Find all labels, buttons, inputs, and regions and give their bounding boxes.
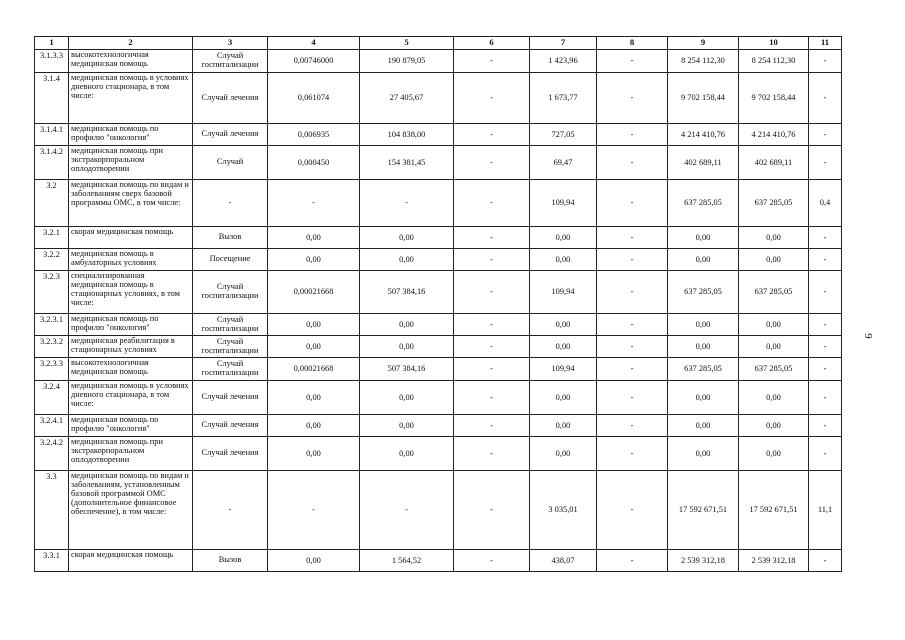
cell-col-6: -	[454, 271, 530, 314]
cell-col-3: Вызов	[193, 227, 268, 249]
cell-col-1: 3.2.3.1	[35, 314, 69, 336]
cell-col-9: 637 285,05	[668, 271, 739, 314]
table-row	[35, 471, 842, 550]
cell-col-7: 109,94	[530, 358, 597, 381]
cell-col-4: 0,000450	[268, 146, 360, 180]
cell-col-6: -	[454, 415, 530, 437]
cell-col-9: 637 285,05	[668, 358, 739, 381]
cell-col-10: 0,00	[739, 249, 809, 271]
cell-col-9: 4 214 410,76	[668, 124, 739, 146]
cell-col-1: 3.2.2	[35, 249, 69, 271]
cell-col-2: медицинская помощь в условиях дневного стационара, в том числе:	[69, 381, 193, 415]
cell-col-1: 3.2.3.2	[35, 336, 69, 358]
table-row	[35, 336, 842, 358]
cell-col-5: 0,00	[360, 381, 454, 415]
col-header-2: 2	[69, 37, 193, 50]
cell-col-5: 27 405,67	[360, 73, 454, 124]
cell-col-1: 3.3	[35, 471, 69, 550]
table-row	[35, 124, 842, 146]
cell-col-3: Случай госпитализации	[193, 336, 268, 358]
cell-col-7: 0,00	[530, 314, 597, 336]
cell-col-1: 3.1.4.2	[35, 146, 69, 180]
cell-col-2: высокотехнологичная медицинская помощь	[69, 50, 193, 73]
cell-col-9: 2 539 312,18	[668, 550, 739, 572]
table-row	[35, 314, 842, 336]
cell-col-8: -	[597, 146, 668, 180]
cell-col-9: 17 592 671,51	[668, 471, 739, 550]
col-header-4: 4	[268, 37, 360, 50]
cell-col-2: скорая медицинская помощь	[69, 227, 193, 249]
cell-col-8: -	[597, 381, 668, 415]
cell-col-3: Случай	[193, 146, 268, 180]
cell-col-7: 0,00	[530, 381, 597, 415]
cell-col-9: 0,00	[668, 314, 739, 336]
cell-col-7: 0,00	[530, 437, 597, 471]
cell-col-3: -	[193, 180, 268, 227]
cell-col-3: Вызов	[193, 550, 268, 572]
cell-col-7: 0,00	[530, 249, 597, 271]
table-row	[35, 249, 842, 271]
cell-col-8: -	[597, 471, 668, 550]
cell-col-3: Случай лечения	[193, 124, 268, 146]
cell-col-8: -	[597, 437, 668, 471]
cell-col-5: 0,00	[360, 227, 454, 249]
cell-col-1: 3.2	[35, 180, 69, 227]
cell-col-3: Случай госпитализации	[193, 271, 268, 314]
page-number: 9	[861, 333, 874, 339]
cell-col-10: 637 285,05	[739, 180, 809, 227]
cell-col-6: -	[454, 227, 530, 249]
cell-col-4: 0,00	[268, 437, 360, 471]
cell-col-10: 0,00	[739, 381, 809, 415]
col-header-3: 3	[193, 37, 268, 50]
cell-col-5: 0,00	[360, 415, 454, 437]
cell-col-9: 0,00	[668, 415, 739, 437]
cell-col-10: 0,00	[739, 415, 809, 437]
table-row	[35, 50, 842, 73]
cell-col-2: медицинская помощь при экстракорпоральном оплодотворении	[69, 437, 193, 471]
cell-col-11: -	[809, 381, 842, 415]
cell-col-1: 3.2.4.2	[35, 437, 69, 471]
cell-col-3: Случай госпитализации	[193, 50, 268, 73]
cell-col-11: -	[809, 336, 842, 358]
cell-col-4: 0,00	[268, 415, 360, 437]
cell-col-5: 0,00	[360, 437, 454, 471]
cell-col-3: Случай лечения	[193, 73, 268, 124]
table-row	[35, 381, 842, 415]
cell-col-4: 0,00	[268, 381, 360, 415]
cell-col-11: 11,1	[809, 471, 842, 550]
cell-col-11: -	[809, 314, 842, 336]
column-number-row	[35, 37, 842, 50]
cell-col-6: -	[454, 336, 530, 358]
cell-col-1: 3.2.3.3	[35, 358, 69, 381]
cell-col-4: 0,00021668	[268, 271, 360, 314]
cell-col-4: 0,00021668	[268, 358, 360, 381]
cell-col-1: 3.2.1	[35, 227, 69, 249]
col-header-6: 6	[454, 37, 530, 50]
cell-col-8: -	[597, 358, 668, 381]
cell-col-8: -	[597, 314, 668, 336]
cell-col-3: Случай госпитализации	[193, 314, 268, 336]
cell-col-11: -	[809, 50, 842, 73]
cell-col-3: Посещение	[193, 249, 268, 271]
cell-col-8: -	[597, 180, 668, 227]
cell-col-9: 637 285,05	[668, 180, 739, 227]
cell-col-6: -	[454, 73, 530, 124]
cell-col-9: 0,00	[668, 249, 739, 271]
cell-col-10: 17 592 671,51	[739, 471, 809, 550]
col-header-7: 7	[530, 37, 597, 50]
cell-col-6: -	[454, 437, 530, 471]
finance-table	[34, 36, 842, 572]
cell-col-2: медицинская помощь в амбулаторных условиях	[69, 249, 193, 271]
cell-col-5: 507 384,16	[360, 358, 454, 381]
cell-col-1: 3.2.4	[35, 381, 69, 415]
cell-col-11: -	[809, 415, 842, 437]
cell-col-6: -	[454, 146, 530, 180]
cell-col-7: 438,07	[530, 550, 597, 572]
cell-col-4: 0,00746000	[268, 50, 360, 73]
cell-col-1: 3.2.3	[35, 271, 69, 314]
table-row	[35, 180, 842, 227]
cell-col-7: 69,47	[530, 146, 597, 180]
cell-col-8: -	[597, 336, 668, 358]
cell-col-7: 109,94	[530, 180, 597, 227]
cell-col-10: 2 539 312,18	[739, 550, 809, 572]
cell-col-9: 0,00	[668, 227, 739, 249]
cell-col-3: Случай госпитализации	[193, 358, 268, 381]
cell-col-1: 3.1.4.1	[35, 124, 69, 146]
cell-col-8: -	[597, 227, 668, 249]
cell-col-2: медицинская помощь в условиях дневного стационара, в том числе:	[69, 73, 193, 124]
cell-col-5: 0,00	[360, 336, 454, 358]
table-row	[35, 146, 842, 180]
cell-col-11: -	[809, 124, 842, 146]
cell-col-5: 1 564,52	[360, 550, 454, 572]
cell-col-8: -	[597, 50, 668, 73]
cell-col-7: 3 035,01	[530, 471, 597, 550]
table-row	[35, 227, 842, 249]
table-row	[35, 271, 842, 314]
col-header-10: 10	[739, 37, 809, 50]
cell-col-11: -	[809, 271, 842, 314]
cell-col-10: 0,00	[739, 227, 809, 249]
cell-col-6: -	[454, 550, 530, 572]
cell-col-8: -	[597, 415, 668, 437]
cell-col-5: 507 384,16	[360, 271, 454, 314]
cell-col-5: 0,00	[360, 249, 454, 271]
col-header-5: 5	[360, 37, 454, 50]
cell-col-9: 0,00	[668, 336, 739, 358]
document-sheet	[34, 36, 842, 572]
cell-col-11: -	[809, 146, 842, 180]
cell-col-2: высокотехнологичная медицинская помощь	[69, 358, 193, 381]
cell-col-5: 0,00	[360, 314, 454, 336]
cell-col-2: медицинская помощь по видам и заболеваниям, установленным базовой программой ОМС (дополнительное финансовое обеспечение), в том числе:	[69, 471, 193, 550]
cell-col-4: -	[268, 471, 360, 550]
cell-col-6: -	[454, 180, 530, 227]
cell-col-8: -	[597, 73, 668, 124]
cell-col-4: 0,00	[268, 550, 360, 572]
cell-col-2: скорая медицинская помощь	[69, 550, 193, 572]
cell-col-3: Случай лечения	[193, 415, 268, 437]
cell-col-9: 0,00	[668, 381, 739, 415]
cell-col-4: 0,00	[268, 314, 360, 336]
cell-col-9: 402 689,11	[668, 146, 739, 180]
cell-col-10: 9 702 158,44	[739, 73, 809, 124]
cell-col-11: -	[809, 550, 842, 572]
cell-col-6: -	[454, 249, 530, 271]
cell-col-5: -	[360, 471, 454, 550]
cell-col-1: 3.3.1	[35, 550, 69, 572]
cell-col-8: -	[597, 124, 668, 146]
cell-col-2: медицинская помощь по видам и заболеваниям сверх базовой программы ОМС, в том числе:	[69, 180, 193, 227]
cell-col-7: 0,00	[530, 227, 597, 249]
table-row	[35, 73, 842, 124]
cell-col-2: медицинская реабилитация в стационарных условиях	[69, 336, 193, 358]
cell-col-2: медицинская помощь по профилю "онкология"	[69, 415, 193, 437]
cell-col-2: медицинская помощь при экстракорпоральном оплодотворении	[69, 146, 193, 180]
cell-col-5: 104 838,00	[360, 124, 454, 146]
col-header-11: 11	[809, 37, 842, 50]
cell-col-7: 109,94	[530, 271, 597, 314]
cell-col-3: Случай лечения	[193, 437, 268, 471]
cell-col-7: 1 423,96	[530, 50, 597, 73]
table-row	[35, 415, 842, 437]
cell-col-6: -	[454, 124, 530, 146]
cell-col-1: 3.1.3.3	[35, 50, 69, 73]
cell-col-11: -	[809, 249, 842, 271]
cell-col-11: -	[809, 358, 842, 381]
cell-col-8: -	[597, 271, 668, 314]
cell-col-10: 637 285,05	[739, 358, 809, 381]
cell-col-1: 3.1.4	[35, 73, 69, 124]
cell-col-10: 4 214 410,76	[739, 124, 809, 146]
cell-col-6: -	[454, 50, 530, 73]
cell-col-4: 0,00	[268, 336, 360, 358]
col-header-9: 9	[668, 37, 739, 50]
cell-col-1: 3.2.4.1	[35, 415, 69, 437]
table-row	[35, 437, 842, 471]
cell-col-3: -	[193, 471, 268, 550]
cell-col-6: -	[454, 471, 530, 550]
cell-col-10: 8 254 112,30	[739, 50, 809, 73]
cell-col-8: -	[597, 550, 668, 572]
cell-col-5: -	[360, 180, 454, 227]
cell-col-2: медицинская помощь по профилю "онкология"	[69, 314, 193, 336]
cell-col-6: -	[454, 314, 530, 336]
cell-col-8: -	[597, 249, 668, 271]
cell-col-9: 0,00	[668, 437, 739, 471]
table-row	[35, 550, 842, 572]
cell-col-4: -	[268, 180, 360, 227]
cell-col-5: 190 879,05	[360, 50, 454, 73]
cell-col-7: 727,05	[530, 124, 597, 146]
cell-col-6: -	[454, 381, 530, 415]
table-row	[35, 358, 842, 381]
cell-col-2: медицинская помощь по профилю "онкология"	[69, 124, 193, 146]
col-header-1: 1	[35, 37, 69, 50]
cell-col-10: 0,00	[739, 437, 809, 471]
cell-col-6: -	[454, 358, 530, 381]
cell-col-10: 0,00	[739, 336, 809, 358]
cell-col-9: 8 254 112,30	[668, 50, 739, 73]
cell-col-11: -	[809, 227, 842, 249]
cell-col-2: специализированная медицинская помощь в стационарных условиях, в том числе:	[69, 271, 193, 314]
cell-col-4: 0,006935	[268, 124, 360, 146]
cell-col-10: 0,00	[739, 314, 809, 336]
cell-col-11: -	[809, 73, 842, 124]
cell-col-4: 0,00	[268, 227, 360, 249]
cell-col-7: 1 673,77	[530, 73, 597, 124]
cell-col-11: 0,4	[809, 180, 842, 227]
cell-col-5: 154 381,45	[360, 146, 454, 180]
cell-col-10: 637 285,05	[739, 271, 809, 314]
col-header-8: 8	[597, 37, 668, 50]
cell-col-3: Случай лечения	[193, 381, 268, 415]
cell-col-4: 0,00	[268, 249, 360, 271]
cell-col-9: 9 702 158,44	[668, 73, 739, 124]
cell-col-10: 402 689,11	[739, 146, 809, 180]
cell-col-4: 0,061074	[268, 73, 360, 124]
cell-col-7: 0,00	[530, 415, 597, 437]
cell-col-11: -	[809, 437, 842, 471]
cell-col-7: 0,00	[530, 336, 597, 358]
